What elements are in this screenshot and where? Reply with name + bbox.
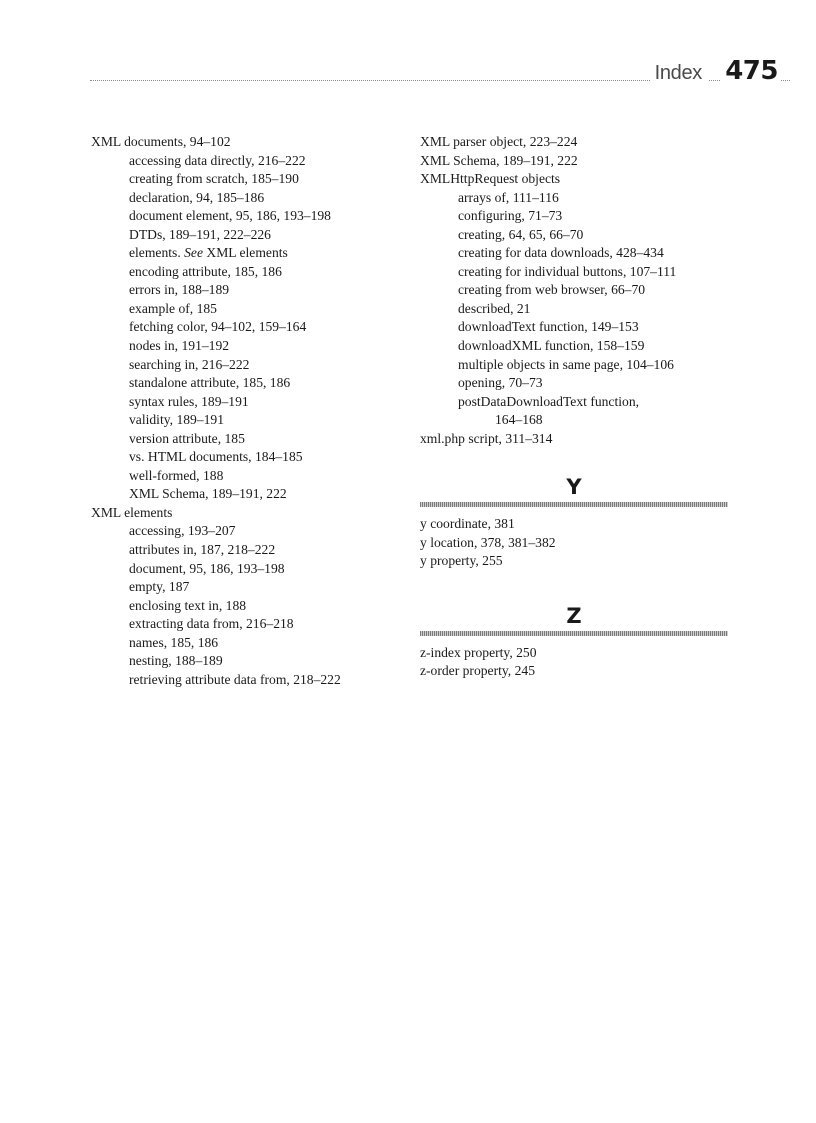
index-entries-z (420, 644, 728, 681)
letter-section-z (420, 603, 728, 681)
index-entry-continuation: 164–168 (495, 412, 543, 428)
index-subentry: creating, 64, 65, 66–70 (458, 226, 584, 242)
index-subentry: standalone attribute, 185, 186 (129, 375, 291, 391)
index-subentry: multiple objects in same page, 104–106 (458, 356, 674, 372)
index-subentry: vs. HTML documents, 184–185 (129, 449, 303, 465)
see-target: XML elements (203, 245, 288, 261)
index-subentry: described, 21 (458, 300, 531, 316)
index-subentry: validity, 189–191 (129, 412, 225, 428)
letter-heading-rule (420, 631, 728, 636)
index-subentry: version attribute, 185 (129, 430, 245, 446)
letter-heading-y: Y (566, 475, 582, 500)
index-entry: XML parser object, 223–224 (420, 134, 578, 149)
page-number: 475 (721, 56, 780, 86)
index-entry: XML elements (91, 504, 173, 520)
running-header (90, 56, 790, 86)
index-subentry: document, 95, 186, 193–198 (129, 560, 285, 576)
index-subentry: configuring, 71–73 (458, 208, 563, 224)
section-spacer (420, 571, 728, 603)
index-entries-x-continued (420, 133, 728, 448)
index-subentry (91, 244, 396, 263)
index-subentry: attributes in, 187, 218–222 (129, 542, 276, 558)
index-subentry: downloadXML function, 158–159 (458, 338, 645, 354)
letter-heading-rule (420, 502, 728, 507)
letter-heading-z: Z (566, 603, 582, 628)
index-subentry: document element, 95, 186, 193–198 (129, 208, 331, 224)
index-entry: XMLHttpRequest objects (420, 171, 561, 187)
index-subentry: creating for data downloads, 428–434 (458, 245, 664, 261)
index-entry: y location, 378, 381–382 (420, 534, 556, 550)
index-subentry: declaration, 94, 185–186 (129, 189, 265, 205)
index-subentry: errors in, 188–189 (129, 282, 230, 298)
index-entry: xml.php script, 311–314 (420, 430, 553, 446)
index-subentry: arrays of, 111–116 (458, 189, 559, 205)
index-subentry: accessing, 193–207 (129, 523, 236, 539)
index-subentry: names, 185, 186 (129, 634, 219, 650)
index-entry: z-index property, 250 (420, 644, 537, 660)
index-subentry: nesting, 188–189 (129, 653, 223, 669)
index-subentry: accessing data directly, 216–222 (129, 152, 306, 168)
index-column-right (420, 133, 728, 681)
index-entry: XML Schema, 189–191, 222 (420, 152, 578, 168)
index-subentry: example of, 185 (129, 300, 217, 316)
index-entry: y coordinate, 381 (420, 516, 515, 532)
index-subentry: opening, 70–73 (458, 375, 543, 391)
index-entry: z-order property, 245 (420, 663, 535, 679)
index-subentry: enclosing text in, 188 (129, 597, 247, 613)
index-subentry: downloadText function, 149–153 (458, 319, 639, 335)
index-subentry: fetching color, 94–102, 159–164 (129, 319, 307, 335)
letter-section-y (420, 474, 728, 571)
index-column-left (91, 133, 396, 689)
index-entries-y (420, 515, 728, 571)
index-subentry: postDataDownloadText function, (458, 393, 640, 409)
see-reference: See (184, 245, 203, 261)
index-entry: XML documents, 94–102 (91, 134, 231, 149)
index-subentry: well-formed, 188 (129, 467, 224, 483)
header-section-title: Index (651, 62, 708, 85)
entry-text: elements. (129, 245, 185, 261)
index-subentry: encoding attribute, 185, 186 (129, 263, 282, 279)
index-subentry: creating from scratch, 185–190 (129, 171, 299, 187)
index-subentry: creating from web browser, 66–70 (458, 282, 646, 298)
index-subentry: extracting data from, 216–218 (129, 616, 294, 632)
index-subentry: DTDs, 189–191, 222–226 (129, 226, 271, 242)
index-subentry: syntax rules, 189–191 (129, 393, 249, 409)
index-subentry: XML Schema, 189–191, 222 (129, 486, 287, 502)
section-spacer (420, 448, 728, 474)
index-subentry: creating for individual buttons, 107–111 (458, 263, 677, 279)
index-subentry: nodes in, 191–192 (129, 338, 230, 354)
index-subentry: retrieving attribute data from, 218–222 (129, 671, 341, 687)
index-entry: y property, 255 (420, 553, 503, 569)
index-subentry: empty, 187 (129, 579, 190, 595)
index-subentry: searching in, 216–222 (129, 356, 250, 372)
